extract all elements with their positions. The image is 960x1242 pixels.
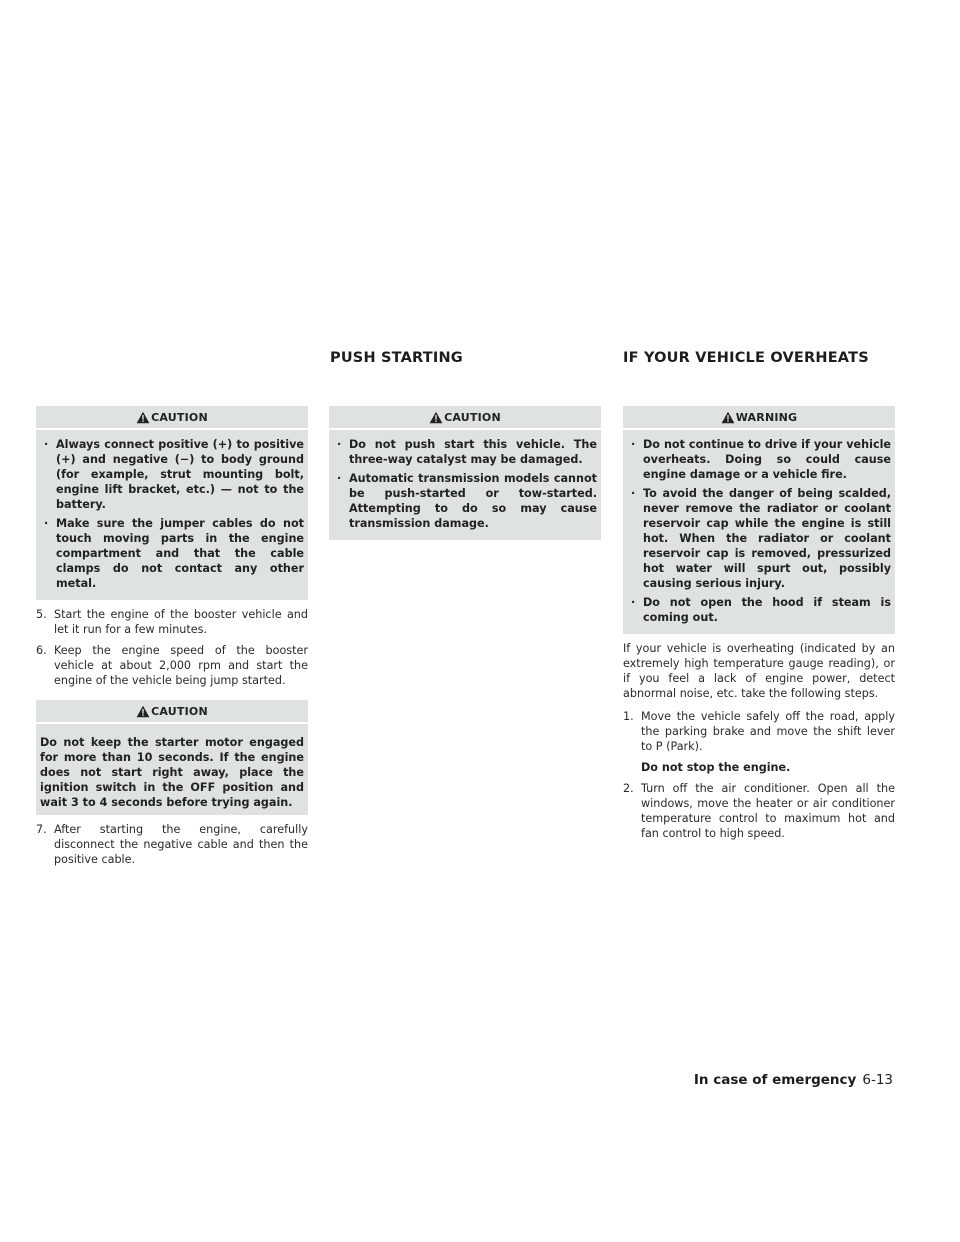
- chapter-title: In case of emergency: [693, 1072, 857, 1088]
- warning-triangle-icon: [136, 411, 150, 424]
- step-number: 5.: [36, 608, 47, 621]
- warning-box: [623, 406, 895, 634]
- step-text: Start the engine of the booster vehicle and let it run for a few minutes.: [54, 608, 308, 636]
- step-5: [36, 607, 308, 637]
- heading-push-starting: PUSH STARTING: [330, 350, 463, 366]
- caution-header: [36, 700, 308, 724]
- warning-label: WARNING: [735, 410, 798, 424]
- column-left: [36, 406, 308, 873]
- list-item: · Do not open the hood if steam is coming out.: [631, 595, 891, 625]
- step-text: Keep the engine speed of the booster vehicle at about 2,000 rpm and start the engine of the vehicle being jump started.: [54, 644, 308, 687]
- step-text: Turn off the air conditioner. Open all the windows, move the heater or air conditioner temperature control to maximum hot and fan control to high speed.: [641, 782, 895, 840]
- caution-header: [36, 406, 308, 430]
- step-number: 7.: [36, 823, 47, 836]
- caution-text: Do not keep the starter motor engaged for more than 10 seconds. If the engine does not start right away, place the ignition switch in the OFF position and wait 3 to 4 seconds before trying again.: [40, 736, 304, 809]
- caution-box: [36, 406, 308, 600]
- step-number: 1.: [623, 710, 634, 723]
- heading-if-vehicle-overheats: IF YOUR VEHICLE OVERHEATS: [623, 350, 869, 366]
- warning-triangle-icon: [721, 411, 735, 424]
- column-right: [623, 406, 895, 847]
- page-number: 6-13: [862, 1072, 893, 1088]
- warning-list: [623, 430, 895, 625]
- list-item: · To avoid the danger of being scalded, never remove the radiator or coolant reservoir cap while the engine is still hot. When the radiator or coolant reservoir cap is removed, pressurized hot water will spurt out, possibly causing serious injury.: [631, 486, 891, 591]
- caution-label: CAUTION: [444, 410, 501, 424]
- step-number: 2.: [623, 782, 634, 795]
- step-7: [36, 822, 308, 867]
- step-1: [623, 709, 895, 754]
- step-6: [36, 643, 308, 688]
- caution-header: [329, 406, 601, 430]
- step-text: After starting the engine, carefully disconnect the negative cable and then the positive cable.: [54, 823, 308, 866]
- list-item: · Automatic transmission models cannot be push-started or tow-started. Attempting to do so may cause transmission damage.: [337, 471, 597, 531]
- warning-triangle-icon: [429, 411, 443, 424]
- list-item: · Do not push start this vehicle. The three-way catalyst may be damaged.: [337, 437, 597, 467]
- step-number: 6.: [36, 644, 47, 657]
- step-2: [623, 781, 895, 841]
- caution-list: [36, 430, 308, 591]
- column-middle: [329, 406, 601, 547]
- list-item: · Always connect positive (+) to positive (+) and negative (−) to body ground (for example, strut mounting bolt, engine lift bracket, etc.) — not to the battery.: [44, 437, 304, 512]
- step-text: Move the vehicle safely off the road, apply the parking brake and move the shift lever to P (Park).: [641, 710, 895, 753]
- caution-label: CAUTION: [151, 704, 208, 718]
- list-item: · Make sure the jumper cables do not touch moving parts in the engine compartment and that the cable clamps do not contact any other metal.: [44, 516, 304, 591]
- warning-triangle-icon: [136, 705, 150, 718]
- caution-list: [329, 430, 601, 531]
- list-item: · Do not continue to drive if your vehicle overheats. Doing so could cause engine damage or a vehicle fire.: [631, 437, 891, 482]
- step-1-note: Do not stop the engine.: [641, 761, 791, 774]
- page-footer: [0, 1072, 893, 1088]
- intro-paragraph: If your vehicle is overheating (indicated by an extremely high temperature gauge reading), or if you feel a lack of engine power, detect abnormal noise, etc. take the following steps.: [623, 642, 895, 700]
- caution-box: [329, 406, 601, 540]
- caution-label: CAUTION: [151, 410, 208, 424]
- caution-box: [36, 700, 308, 815]
- warning-header: [623, 406, 895, 430]
